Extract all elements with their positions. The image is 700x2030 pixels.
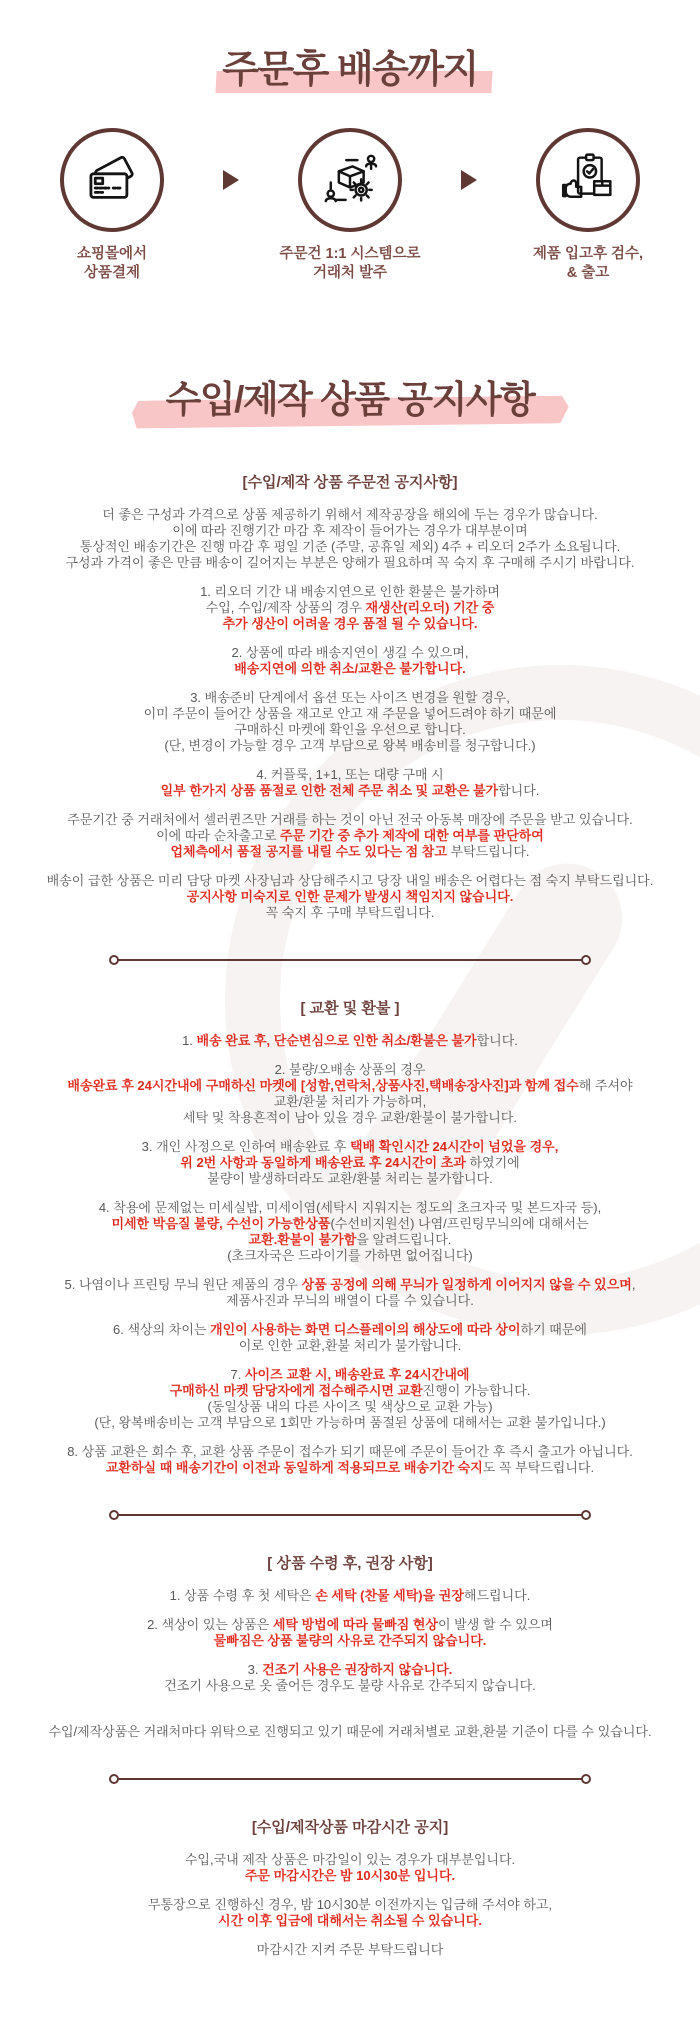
body-text: 주문기간 중 거래처에서 셀러퀸즈만 거래를 하는 것이 아닌 전국 아동복 매장에 주문을 받고 있습니다.: [67, 812, 633, 827]
body-text: 수입/제작상품은 거래처마다 위탁으로 진행되고 있기 때문에 거래처별로 교환,환불 기준이 다를 수 있습니다.: [48, 1724, 652, 1739]
warning-text: 구매하신 마켓 담당자에게 접수해주시면 교환: [169, 1383, 423, 1398]
section-divider: [111, 1510, 589, 1520]
text-block: [10, 1617, 690, 1649]
body-text: 무통장으로 진행하신 경우, 밤 10시30분 이전까지는 입금해 주셔야 하고,: [147, 1897, 553, 1912]
section-divider: [111, 1774, 589, 1784]
inspection-icon: [536, 128, 640, 232]
text-line: [10, 1897, 690, 1913]
warning-text: 주문 마감시간은 밤 10시30분 입니다.: [244, 1868, 456, 1883]
arrow-right-icon: [461, 170, 477, 190]
warning-text: 배송완료 후 24시간내에 구매하신 마켓에 [성함,연락처,상품사진,택배송장사진]과 함께 접수: [67, 1078, 579, 1093]
text-line: [10, 1415, 690, 1431]
body-text: 합니다.: [476, 1033, 518, 1048]
warning-text: 주문 기간 중 추가 제작에 대한 여부를 판단하여: [279, 828, 544, 843]
body-text: 3. 배송준비 단계에서 옵션 또는 사이즈 변경을 원할 경우,: [190, 690, 510, 705]
text-line: [10, 1216, 690, 1232]
text-block: [10, 1200, 690, 1264]
body-text: 더 좋은 구성과 가격으로 상품 제공하기 위해서 제작공장을 해외에 두는 경우가 많습니다.: [102, 507, 598, 522]
section-title-wrap: [0, 377, 700, 423]
divider-rule: [117, 959, 583, 961]
body-text: 2. 상품에 따라 배송지연이 생길 수 있으며,: [231, 645, 469, 660]
text-block: [10, 1897, 690, 1929]
text-line: [10, 1444, 690, 1460]
body-text: 세탁 및 착용흔적이 남아 있을 경우 교환/환불이 불가합니다.: [183, 1110, 517, 1125]
body-text: 도 꼭 부탁드립니다.: [482, 1460, 595, 1475]
divider-rule: [117, 1778, 583, 1780]
body-text: 진행이 가능합니다.: [422, 1383, 531, 1398]
warning-text: 물빠짐은 상품 불량의 사유로 간주되지 않습니다.: [213, 1633, 487, 1648]
warning-text: 택배 확인시간 24시간이 넘었을 경우,: [349, 1139, 559, 1154]
text-line: [10, 1232, 690, 1248]
body-text: 제품사진과 무늬의 배열이 다를 수 있습니다.: [226, 1293, 474, 1308]
text-line: [10, 844, 690, 860]
body-text: (초크자국은 드라이기를 가하면 없어집니다): [227, 1248, 473, 1263]
warning-text: 배송 완료 후, 단순변심으로 인한 취소/환불은 불가: [196, 1033, 477, 1048]
section-header: [수입/제작 상품 주문전 공지사항]: [242, 474, 458, 491]
warning-text: 개인이 사용하는 화면 디스플레이의 해상도에 따라 상이: [210, 1322, 521, 1337]
text-line: [10, 1662, 690, 1678]
text-block: [10, 690, 690, 754]
warning-text: 공지사항 미숙지로 인한 문제가 발생시 책임지지 않습니다.: [186, 889, 514, 904]
step-caption: 쇼핑몰에서 상품결제: [76, 246, 148, 281]
body-text: 건조기 사용으로 옷 줄어든 경우도 불량 사유로 간주되지 않습니다.: [164, 1678, 536, 1693]
body-text: 3.: [247, 1662, 263, 1677]
divider-rule: [117, 1514, 583, 1516]
text-line: [10, 1852, 690, 1868]
text-line: [10, 600, 690, 616]
warning-text: 사이즈 교환 시, 배송완료 후 24시간내에: [244, 1367, 470, 1382]
notice-section-exchange-refund: [0, 999, 700, 1476]
body-text: (수선비지원선) 나염/프린팅무늬의에 대해서는: [330, 1216, 589, 1231]
text-line: [10, 1139, 690, 1155]
text-line: [10, 828, 690, 844]
body-text: (동일상품 내의 다른 사이즈 및 색상으로 교환 가능): [207, 1399, 493, 1414]
body-text: 꼭 숙지 후 구매 부탁드립니다.: [265, 905, 435, 920]
text-block: [10, 812, 690, 860]
text-line: [10, 1200, 690, 1216]
text-line: [10, 539, 690, 555]
text-line: [10, 507, 690, 523]
body-text: 5. 나염이나 프린팅 무늬 원단 제품의 경우: [64, 1277, 302, 1292]
body-text: 1. 리오더 기간 내 배송지연으로 인한 환불은 불가하며: [200, 584, 500, 599]
step-order-system: [265, 128, 435, 283]
body-text: 해 주셔야: [578, 1078, 633, 1093]
notice-section-pre-order-notice: [0, 473, 700, 921]
text-line: [10, 783, 690, 799]
body-text: 이미 주문이 들어간 상품을 재고로 안고 재 주문을 넣어드려야 하기 때문에: [143, 706, 557, 721]
text-line: [10, 1171, 690, 1187]
text-block: [10, 1724, 690, 1740]
text-line: [10, 738, 690, 754]
text-line: [10, 1033, 690, 1049]
credit-card-icon: [60, 128, 164, 232]
text-block: [10, 507, 690, 571]
text-line: [10, 1078, 690, 1094]
text-block: [10, 1444, 690, 1476]
body-text: 구성과 가격이 좋은 만큼 배송이 길어지는 부분은 양해가 필요하며 꼭 숙지 후 구매해 주시기 바랍니다.: [65, 555, 635, 570]
text-line: [10, 1094, 690, 1110]
text-line: [10, 1338, 690, 1354]
notice-section-after-receipt: [0, 1554, 700, 1740]
body-text: 4. 커플룩, 1+1, 또는 대량 구매 시: [256, 767, 444, 782]
body-text: 이로 인한 교환,환불 처리가 불가합니다.: [238, 1338, 462, 1353]
text-line: [10, 812, 690, 828]
text-block: [10, 873, 690, 921]
text-line: [10, 722, 690, 738]
body-text: 이 발생 할 수 있으며: [438, 1617, 553, 1632]
text-line: [10, 1942, 690, 1958]
step-caption: 주문건 1:1 시스템으로 거래처 발주: [279, 246, 421, 281]
body-text: 2. 색상이 있는 상품은: [147, 1617, 273, 1632]
body-text: 2. 불량/오배송 상품의 경우: [274, 1062, 426, 1077]
warning-text: 상품 공정에 의해 무늬가 일정하게 이어지지 않을 수 있으며: [301, 1277, 632, 1292]
text-line: [10, 1062, 690, 1078]
text-line: [10, 1399, 690, 1415]
warning-text: 업체측에서 품절 공지를 내릴 수도 있다는 점 참고: [170, 844, 447, 859]
warning-text: 시간 이후 입금에 대해서는 취소될 수 있습니다.: [218, 1913, 482, 1928]
body-text: 이에 따라 순차출고로: [156, 828, 280, 843]
text-line: [10, 1678, 690, 1694]
text-line: [10, 706, 690, 722]
page-header: [0, 0, 700, 94]
text-line: [10, 1248, 690, 1264]
body-text: 하였기에: [465, 1155, 520, 1170]
arrow-right-icon: [223, 170, 239, 190]
body-text: 을 알려드립니다.: [356, 1232, 452, 1247]
body-text: 통상적인 배송기간은 진행 마감 후 평일 기준 (주말, 공휴일 제외) 4주 + 리오더 2주가 소요됩니다.: [79, 539, 621, 554]
text-line: [10, 1110, 690, 1126]
text-line: [10, 1868, 690, 1884]
body-text: 구매하신 마켓에 확인을 우선으로 합니다.: [234, 722, 466, 737]
text-line: [10, 584, 690, 600]
text-line: [10, 1588, 690, 1604]
text-line: [10, 1913, 690, 1929]
warning-text: 교환하실 때 배송기간이 이전과 동일하게 적용되므로 배송기간 숙지: [105, 1460, 483, 1475]
body-text: 수입, 수입/제작 상품의 경우: [205, 600, 366, 615]
text-line: [10, 905, 690, 921]
body-text: 3. 개인 사정으로 인하여 배송완료 후: [141, 1139, 350, 1154]
text-block: [10, 1322, 690, 1354]
body-text: 교환/환불 처리가 가능하며,: [273, 1094, 427, 1109]
text-line: [10, 767, 690, 783]
text-block: [10, 1662, 690, 1694]
page-title: 주문후 배송까지: [222, 46, 478, 94]
notice-section-deadline-notice: [0, 1818, 700, 1958]
body-text: (단, 변경이 가능할 경우 고객 부담으로 왕복 배송비를 청구합니다.): [164, 738, 536, 753]
text-line: [10, 1155, 690, 1171]
text-line: [10, 616, 690, 632]
text-line: [10, 661, 690, 677]
body-text: 부탁드립니다.: [446, 844, 530, 859]
body-text: 8. 상품 교환은 회수 후, 교환 상품 주문이 접수가 되기 때문에 주문이 들어간 후 즉시 출고가 아닙니다.: [67, 1444, 633, 1459]
section-divider: [111, 955, 589, 965]
step-payment: [27, 128, 197, 283]
text-block: [10, 1139, 690, 1187]
text-line: [10, 1383, 690, 1399]
body-text: 합니다.: [498, 783, 540, 798]
text-line: [10, 523, 690, 539]
warning-text: 교환.환불이 불가함: [248, 1232, 357, 1247]
body-text: 해드립니다.: [463, 1588, 531, 1603]
text-line: [10, 1277, 690, 1293]
warning-text: 위 2번 사항과 동일하게 배송완료 후 24시간이 초과: [180, 1155, 466, 1170]
text-block: [10, 1367, 690, 1431]
notice-sections: [0, 473, 700, 1958]
text-line: [10, 1617, 690, 1633]
body-text: 4. 착용에 문제없는 미세실밥, 미세이염(세탁시 지워지는 정도의 초크자국 및 본드자국 등),: [98, 1200, 602, 1215]
text-line: [10, 1322, 690, 1338]
body-text: ,: [631, 1277, 636, 1292]
body-text: 배송이 급한 상품은 미리 담당 마켓 사장님과 상담해주시고 당장 내일 배송은 어렵다는 점 숙지 부탁드립니다.: [46, 873, 654, 888]
section-title: 수입/제작 상품 공지사항: [166, 377, 535, 423]
warning-text: 미세한 박음질 불량, 수선이 가능한상품: [111, 1216, 331, 1231]
body-text: 하기 때문에: [520, 1322, 587, 1337]
divider-ring-right: [581, 955, 591, 965]
text-block: [10, 1942, 690, 1958]
text-block: [10, 767, 690, 799]
warning-text: 세탁 방법에 따라 물빠짐 현상: [272, 1617, 438, 1632]
text-line: [10, 889, 690, 905]
body-text: 6. 색상의 차이는: [113, 1322, 211, 1337]
step-caption: 제품 입고후 검수, & 출고: [532, 246, 644, 281]
order-system-icon: [298, 128, 402, 232]
text-block: [10, 1277, 690, 1309]
warning-text: 건조기 사용은 권장하지 않습니다.: [262, 1662, 453, 1677]
text-line: [10, 555, 690, 571]
body-text: 이에 따라 진행기간 마감 후 제작이 들어가는 경우가 대부분이며: [172, 523, 528, 538]
warning-text: 배송지연에 의한 취소/교환은 불가합니다.: [234, 661, 466, 676]
text-block: [10, 1852, 690, 1884]
body-text: (단, 왕복배송비는 고객 부담으로 1회만 가능하며 품절된 상품에 대해서는 교환 불가입니다.): [94, 1415, 606, 1430]
body-text: 수입,국내 제작 상품은 마감일이 있는 경우가 대부분입니다.: [184, 1852, 516, 1867]
body-text: 1.: [182, 1033, 197, 1048]
step-inspection: [503, 128, 673, 283]
text-line: [10, 645, 690, 661]
text-block: [10, 1588, 690, 1604]
text-block: [10, 1033, 690, 1049]
text-line: [10, 1724, 690, 1740]
section-header: [ 교환 및 환불 ]: [300, 1000, 400, 1017]
text-line: [10, 1367, 690, 1383]
text-block: [10, 584, 690, 632]
section-header: [ 상품 수령 후, 권장 사항]: [267, 1555, 433, 1572]
text-line: [10, 1293, 690, 1309]
text-line: [10, 873, 690, 889]
divider-ring-right: [581, 1510, 591, 1520]
body-text: 마감시간 지켜 주문 부탁드립니다: [256, 1942, 444, 1957]
warning-text: 재생산(리오더) 기간 중: [365, 600, 495, 615]
text-line: [10, 1460, 690, 1476]
section-header: [수입/제작상품 마감시간 공지]: [251, 1819, 449, 1836]
text-line: [10, 690, 690, 706]
warning-text: 손 세탁 (찬물 세탁)을 권장: [315, 1588, 464, 1603]
divider-ring-right: [581, 1774, 591, 1784]
text-line: [10, 1633, 690, 1649]
body-text: 1. 상품 수령 후 첫 세탁은: [169, 1588, 316, 1603]
warning-text: 추가 생산이 어려울 경우 품절 될 수 있습니다.: [222, 616, 478, 631]
text-block: [10, 1062, 690, 1126]
warning-text: 일부 한가지 상품 품절로 인한 전체 주문 취소 및 교환은 불가: [160, 783, 499, 798]
text-block: [10, 645, 690, 677]
order-process-steps: [0, 128, 700, 283]
body-text: 7.: [230, 1367, 245, 1382]
body-text: 불량이 발생하더라도 교환/환불 처리는 불가합니다.: [207, 1171, 493, 1186]
